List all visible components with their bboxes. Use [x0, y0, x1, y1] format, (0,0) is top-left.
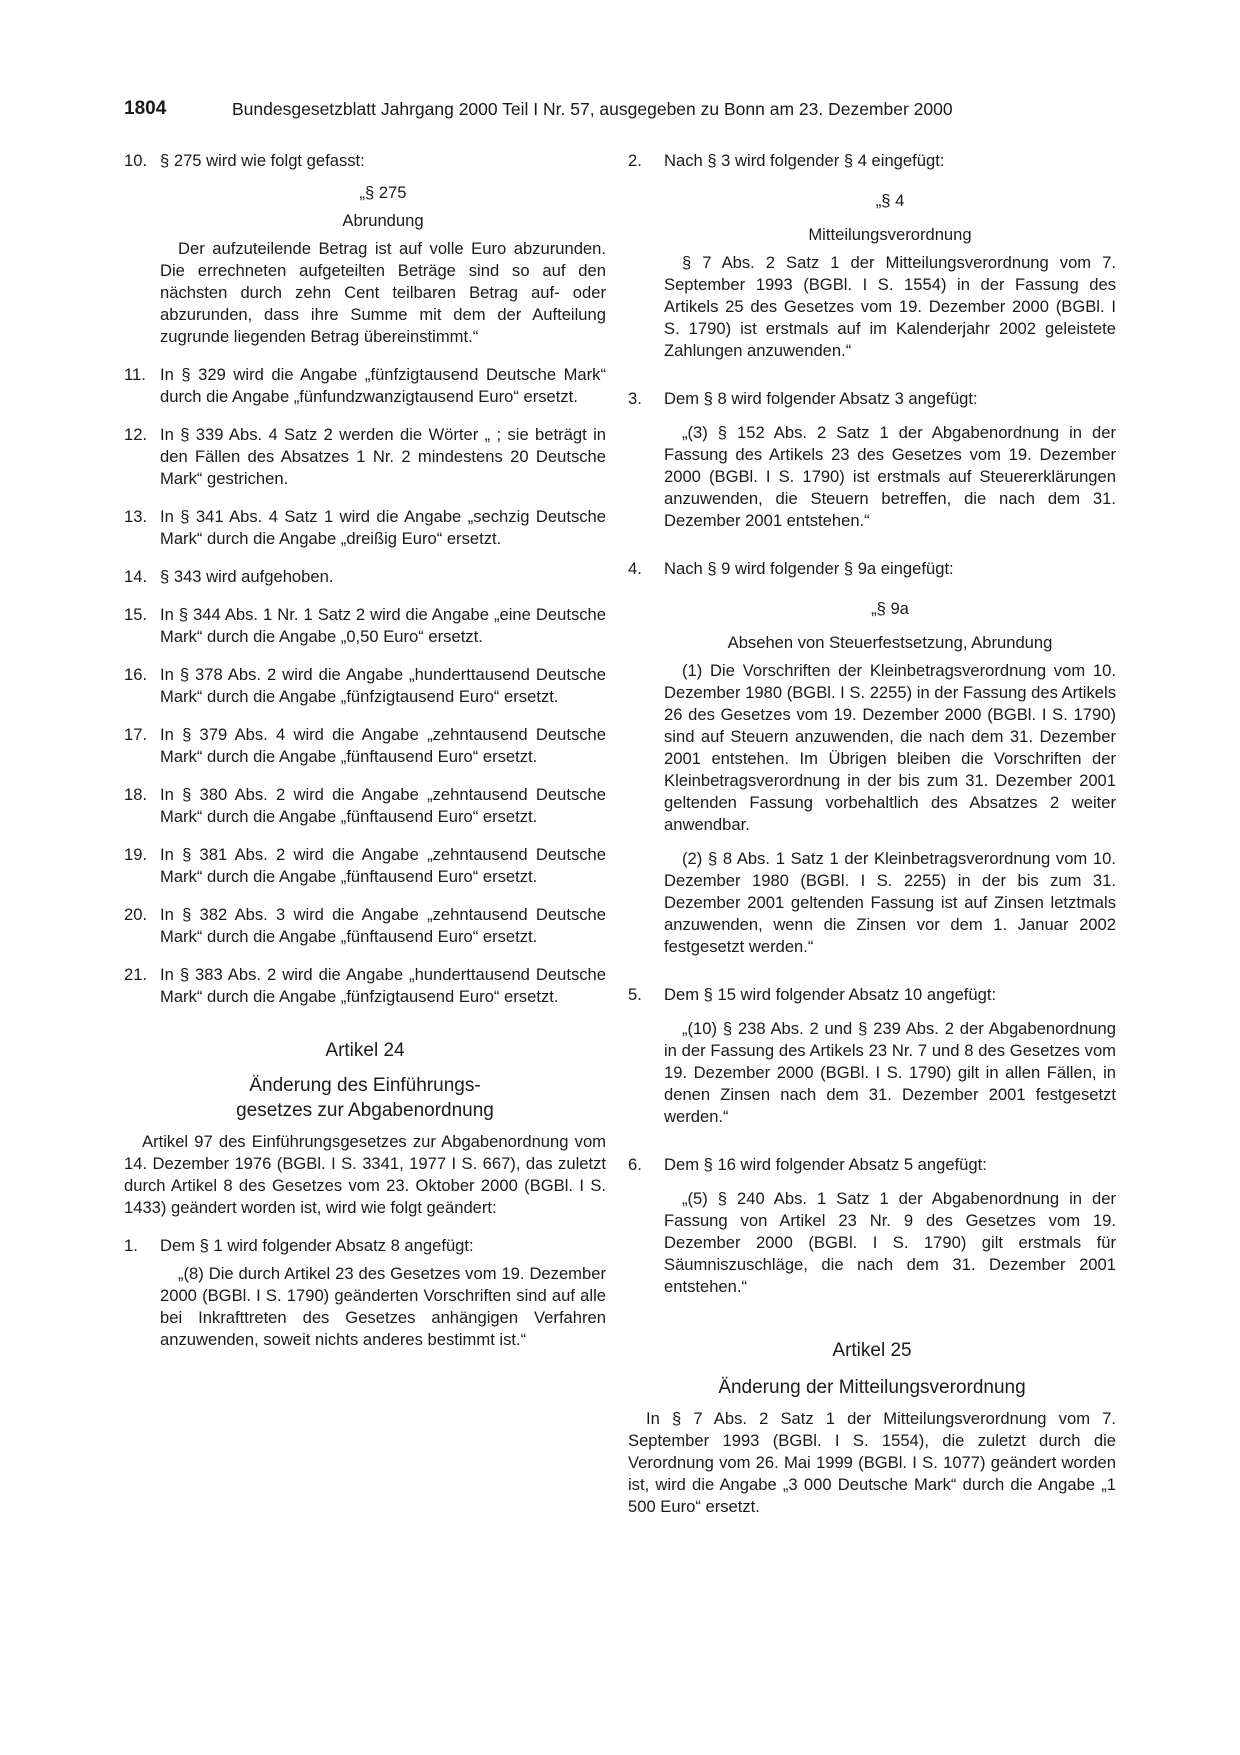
item-number: 10.: [124, 151, 148, 170]
section-body: § 7 Abs. 2 Satz 1 der Mitteilungsverordnung vom 7. September 1993 (BGBl. I S. 1554) in der Fassung des Artikels 25 des Gesetzes vom 19. Dezember 2000 (BGBl. I S. 1790) ist erstmals auf im Kalenderjahr 2002 geleistete Zahlungen anzuwenden.“: [664, 253, 1116, 360]
item-text: In § 339 Abs. 4 Satz 2 werden die Wörter „ ; sie beträgt in den Fällen des Absatzes 1 Nr. 2 mindestens 20 Deutsche Mark“ gestrichen.: [160, 425, 606, 488]
item-number: 18.: [124, 785, 148, 804]
item-number: 13.: [124, 507, 148, 526]
item-text: Dem § 15 wird folgender Absatz 10 angefügt:: [664, 985, 997, 1004]
item-quote: „(3) § 152 Abs. 2 Satz 1 der Abgabenordnung in der Fassung des Artikels 23 des Gesetzes vom 19. Dezember 2000 (BGBl. I S. 1790) ist erstmals auf Steuererklärungen anzuwenden, die Steuern betreffen, die nach dem 31. Dezember 2001 entstehen.“: [664, 423, 1116, 530]
section-number: „§ 275: [359, 183, 407, 202]
item-text: In § 378 Abs. 2 wird die Angabe „hunderttausend Deutsche Mark“ durch die Angabe „fünfzigtausend Euro“ ersetzt.: [160, 665, 606, 706]
item-number: 4.: [628, 559, 642, 578]
section-paragraph-2: (2) § 8 Abs. 1 Satz 1 der Kleinbetragsverordnung vom 10. Dezember 1980 (BGBl. I S. 2255) in der bis zum 31. Dezember 2001 geltenden Fassung ist auf Zinsen letztmals anzuwenden, wenn die Zinsen vor dem 1. Januar 2002 festgesetzt werden.“: [664, 849, 1116, 956]
amendment-item: [124, 964, 606, 1008]
item-text: Nach § 3 wird folgender § 4 eingefügt:: [664, 151, 945, 170]
item-number: 19.: [124, 845, 148, 864]
article-24-subtitle-line1: Änderung des Einführungs-: [249, 1075, 481, 1096]
section-number: „§ 4: [875, 191, 905, 210]
amendment-item-5: [628, 984, 1116, 1128]
section-heading: Abrundung: [342, 211, 424, 230]
item-text: Dem § 8 wird folgender Absatz 3 angefügt:: [664, 389, 978, 408]
item-number: 15.: [124, 605, 148, 624]
item-number: 3.: [628, 389, 642, 408]
amendment-item: [124, 506, 606, 550]
item-number: 6.: [628, 1155, 642, 1174]
item-number: 5.: [628, 985, 642, 1004]
article-25-subtitle: Änderung der Mitteilungsverordnung: [718, 1377, 1026, 1398]
item-quote: „(8) Die durch Artikel 23 des Gesetzes vom 19. Dezember 2000 (BGBl. I S. 1790) geänderten Vorschriften sind auf alle bei Inkrafttreten des Gesetzes anhängigen Verfahren anzuwenden, soweit nichts anderes bestimmt ist.“: [160, 1264, 606, 1349]
amendment-list: [124, 364, 606, 1008]
amendment-item-10: [124, 150, 606, 348]
amendment-item: [124, 664, 606, 708]
section-heading: Absehen von Steuerfestsetzung, Abrundung: [727, 633, 1053, 652]
item-text: Dem § 16 wird folgender Absatz 5 angefügt:: [664, 1155, 987, 1174]
page-number: 1804: [124, 98, 167, 119]
item-quote: „(5) § 240 Abs. 1 Satz 1 der Abgabenordnung in der Fassung von Artikel 23 Nr. 9 des Gesetzes vom 19. Dezember 2000 (BGBl. I S. 1790) gilt erstmals für Säumniszuschläge, die nach dem 31. Dezember 2001 entstehen.“: [664, 1189, 1116, 1296]
item-number: 11.: [124, 365, 146, 384]
item-number: 20.: [124, 905, 148, 924]
left-column: [124, 150, 606, 1351]
article-24-title: Artikel 24: [325, 1040, 405, 1061]
amendment-item: [124, 784, 606, 828]
item-number: 1.: [124, 1236, 138, 1255]
item-text: § 275 wird wie folgt gefasst:: [160, 151, 365, 170]
amendment-item-6: [628, 1154, 1116, 1298]
article-25-title: Artikel 25: [832, 1340, 912, 1361]
section-body: Der aufzuteilende Betrag ist auf volle Euro abzurunden. Die errechneten aufgeteilten Beträge sind so auf den nächsten durch zehn Cent teilbaren Betrag auf- oder abzurunden, dass ihre Summe mit dem der Aufteilung zugrunde liegenden Betrag übereinstimmt.“: [160, 239, 606, 346]
item-text: In § 381 Abs. 2 wird die Angabe „zehntausend Deutsche Mark“ durch die Angabe „fünftausend Euro“ ersetzt.: [160, 845, 606, 886]
page-header: [124, 98, 1116, 128]
amendment-item: [124, 904, 606, 948]
item-text: In § 383 Abs. 2 wird die Angabe „hunderttausend Deutsche Mark“ durch die Angabe „fünfzigtausend Euro“ ersetzt.: [160, 965, 606, 1006]
item-number: 21.: [124, 965, 148, 984]
amendment-item: [124, 844, 606, 888]
item-quote: „(10) § 238 Abs. 2 und § 239 Abs. 2 der Abgabenordnung in der Fassung des Artikels 23 Nr. 7 und 8 des Gesetzes vom 19. Dezember 2000 (BGBl. I S. 1790) gilt in allen Fällen, in denen Zinsen nach dem 31. Dezember 2001 festgesetzt werden.“: [664, 1019, 1116, 1126]
item-text: Dem § 1 wird folgender Absatz 8 angefügt:: [160, 1236, 474, 1255]
item-number: 16.: [124, 665, 148, 684]
item-text: In § 344 Abs. 1 Nr. 1 Satz 2 wird die Angabe „eine Deutsche Mark“ durch die Angabe „0,50 Euro“ ersetzt.: [160, 605, 606, 646]
item-text: In § 382 Abs. 3 wird die Angabe „zehntausend Deutsche Mark“ durch die Angabe „fünftausend Euro“ ersetzt.: [160, 905, 606, 946]
item-text: In § 341 Abs. 4 Satz 1 wird die Angabe „sechzig Deutsche Mark“ durch die Angabe „dreißig Euro“ ersetzt.: [160, 507, 606, 548]
article-24-intro: Artikel 97 des Einführungsgesetzes zur Abgabenordnung vom 14. Dezember 1976 (BGBl. I S. 3341, 1977 I S. 667), das zuletzt durch Artikel 8 des Gesetzes vom 23. Oktober 2000 (BGBl. I S. 1433) geändert worden ist, wird wie folgt geändert:: [124, 1132, 606, 1217]
amendment-item-2: [628, 150, 1116, 362]
article-24-subtitle-line2: gesetzes zur Abgabenordnung: [236, 1100, 494, 1121]
amendment-item: [124, 604, 606, 648]
amendment-item: [124, 424, 606, 490]
right-column: [628, 150, 1116, 1518]
amendment-item: [124, 724, 606, 768]
item-number: 14.: [124, 567, 148, 586]
amendment-item-3: [628, 388, 1116, 532]
item-number: 2.: [628, 151, 642, 170]
item-text: In § 329 wird die Angabe „fünfzigtausend Deutsche Mark“ durch die Angabe „fünfundzwanzigtausend Euro“ ersetzt.: [160, 365, 606, 406]
amendment-item-4: [628, 558, 1116, 958]
section-number: „§ 9a: [871, 599, 909, 618]
item-number: 12.: [124, 425, 148, 444]
running-head: Bundesgesetzblatt Jahrgang 2000 Teil I Nr. 57, ausgegeben zu Bonn am 23. Dezember 2000: [232, 99, 953, 119]
section-heading: Mitteilungsverordnung: [808, 225, 972, 244]
item-text: In § 380 Abs. 2 wird die Angabe „zehntausend Deutsche Mark“ durch die Angabe „fünftausend Euro“ ersetzt.: [160, 785, 606, 826]
section-paragraph-1: (1) Die Vorschriften der Kleinbetragsverordnung vom 10. Dezember 1980 (BGBl. I S. 2255) in der Fassung des Artikels 26 des Gesetzes vom 19. Dezember 2000 (BGBl. I S. 1790) sind auf Steuern anzuwenden, die nach dem 31. Dezember 2001 entstehen. Im Übrigen bleiben die Vorschriften der Kleinbetragsverordnung in der bis zum 31. Dezember 2001 geltenden Fassung vorbehaltlich des Absatzes 2 weiter anwendbar.: [664, 661, 1116, 834]
item-text: § 343 wird aufgehoben.: [160, 567, 334, 586]
article-25-body: In § 7 Abs. 2 Satz 1 der Mitteilungsverordnung vom 7. September 1993 (BGBl. I S. 1554), die zuletzt durch die Verordnung vom 26. Mai 1999 (BGBl. I S. 1077) geändert worden ist, wird die Angabe „3 000 Deutsche Mark“ durch die Angabe „1 500 Euro“ ersetzt.: [628, 1409, 1116, 1516]
item-text: In § 379 Abs. 4 wird die Angabe „zehntausend Deutsche Mark“ durch die Angabe „fünftausend Euro“ ersetzt.: [160, 725, 606, 766]
amendment-item: [124, 364, 606, 408]
article-24-item-1: [124, 1235, 606, 1351]
item-text: Nach § 9 wird folgender § 9a eingefügt:: [664, 559, 954, 578]
amendment-item: [124, 566, 606, 588]
item-number: 17.: [124, 725, 148, 744]
